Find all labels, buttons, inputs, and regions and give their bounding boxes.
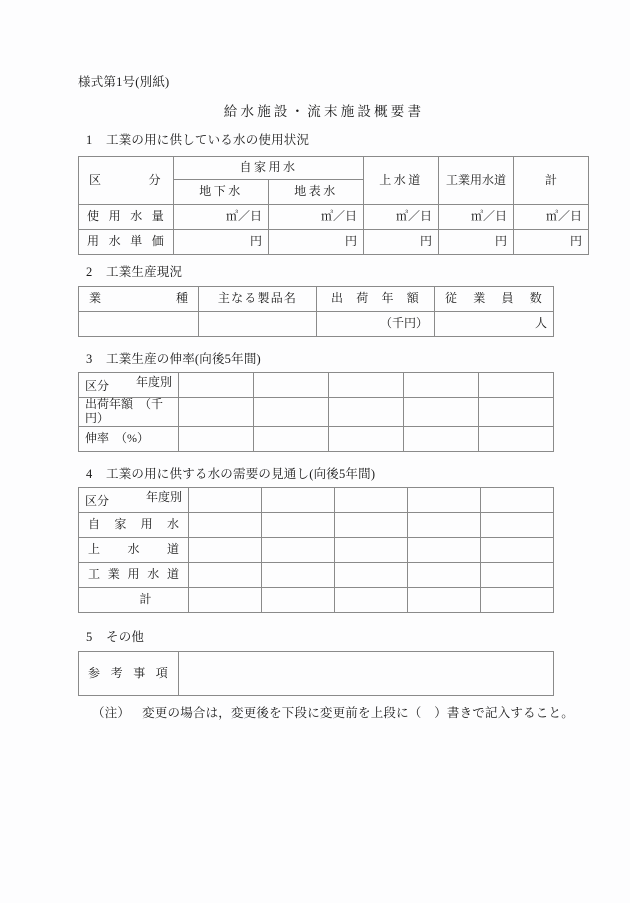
table-row	[79, 312, 554, 337]
cell-price-waterworks[interactable]: 円	[364, 230, 439, 255]
table-water-demand-forecast	[78, 487, 554, 613]
cell-own-water-y4[interactable]	[408, 513, 481, 538]
header-surface-water: 地表水	[269, 180, 364, 205]
cell-usage-groundwater[interactable]: ㎥／日	[174, 205, 269, 230]
axis-label-category: 区分	[85, 494, 110, 509]
table-remarks	[78, 651, 554, 696]
header-main-product: 主なる製品名	[199, 287, 317, 312]
row-label-industrial-water: 工業用水道	[79, 563, 189, 588]
cell-shipment-y4[interactable]	[404, 398, 479, 427]
header-employee-count: 従業員数	[435, 287, 554, 312]
header-year-2[interactable]	[254, 373, 329, 398]
header-own-water: 自家用水	[174, 157, 364, 180]
table-row	[79, 488, 554, 513]
section-number-3: 3	[86, 352, 93, 366]
cell-usage-total[interactable]: ㎥／日	[514, 205, 589, 230]
section-number-5: 5	[86, 630, 93, 644]
section-title-5: その他	[106, 630, 145, 644]
cell-remarks-value[interactable]	[179, 652, 554, 696]
footnote-label: （注）	[92, 706, 131, 720]
cell-total-y4[interactable]	[408, 588, 481, 613]
axis-label-fiscal-year: 年度別	[145, 490, 182, 504]
header-category: 区分	[79, 157, 174, 205]
table-row	[79, 588, 554, 613]
cell-industrial-y3[interactable]	[335, 563, 408, 588]
header-year-5[interactable]	[481, 488, 554, 513]
table-row	[79, 157, 589, 180]
header-year-4[interactable]	[408, 488, 481, 513]
header-waterworks: 上水道	[364, 157, 439, 205]
table-row	[79, 230, 589, 255]
cell-shipment-y2[interactable]	[254, 398, 329, 427]
section-number-2: 2	[86, 265, 93, 279]
axis-label-category: 区分	[85, 379, 110, 394]
cell-price-groundwater[interactable]: 円	[174, 230, 269, 255]
cell-industrial-y1[interactable]	[189, 563, 262, 588]
cell-own-water-y5[interactable]	[481, 513, 554, 538]
cell-annual-shipment[interactable]: （千円）	[317, 312, 435, 337]
section-heading-2	[86, 262, 182, 280]
document-title: 給水施設・流末施設概要書	[223, 104, 425, 119]
row-label-unit-price: 用水単価	[79, 230, 174, 255]
cell-total-y3[interactable]	[335, 588, 408, 613]
section-title-2: 工業生産現況	[106, 265, 183, 279]
header-remarks-label: 参考事項	[79, 652, 179, 696]
row-label-own-water: 自家用水	[79, 513, 189, 538]
cell-main-product[interactable]	[199, 312, 317, 337]
section-title-4: 工業の用に供する水の需要の見通し(向後5年間)	[106, 467, 376, 481]
section-title-1: 工業の用に供している水の使用状況	[106, 133, 310, 147]
header-year-1[interactable]	[179, 373, 254, 398]
axis-label-fiscal-year: 年度別	[135, 375, 172, 389]
section-heading-4	[86, 464, 375, 482]
row-label-annual-shipment: 出荷年額 （千円）	[79, 398, 179, 427]
cell-price-surface[interactable]: 円	[269, 230, 364, 255]
section-heading-1	[86, 130, 309, 148]
header-annual-shipment: 出荷年額	[317, 287, 435, 312]
header-year-3[interactable]	[335, 488, 408, 513]
cell-shipment-y3[interactable]	[329, 398, 404, 427]
cell-employee-count[interactable]: 人	[435, 312, 554, 337]
cell-waterworks-y3[interactable]	[335, 538, 408, 563]
header-industry-type: 業種	[79, 287, 199, 312]
cell-waterworks-y5[interactable]	[481, 538, 554, 563]
header-industrial-water: 工業用水道	[439, 157, 514, 205]
table-water-usage	[78, 156, 589, 255]
table-row	[79, 538, 554, 563]
cell-total-y1[interactable]	[189, 588, 262, 613]
cell-growth-y2[interactable]	[254, 426, 329, 451]
section-title-3: 工業生産の伸率(向後5年間)	[106, 352, 261, 366]
cell-usage-industrial[interactable]: ㎥／日	[439, 205, 514, 230]
footnote-text: 変更の場合は，変更後を下段に変更前を上段に（ ）書きで記入すること。	[142, 706, 574, 720]
cell-growth-y1[interactable]	[179, 426, 254, 451]
cell-own-water-y1[interactable]	[189, 513, 262, 538]
row-label-growth-rate: 伸率 （%）	[79, 426, 179, 451]
cell-total-y5[interactable]	[481, 588, 554, 613]
header-year-5[interactable]	[479, 373, 554, 398]
header-year-2[interactable]	[262, 488, 335, 513]
cell-growth-y4[interactable]	[404, 426, 479, 451]
table-row	[79, 426, 554, 451]
cell-industrial-y5[interactable]	[481, 563, 554, 588]
cell-price-total[interactable]: 円	[514, 230, 589, 255]
form-number: 様式第1号(別紙)	[78, 75, 170, 89]
section-heading-5	[86, 627, 144, 645]
row-label-usage-volume: 使用水量	[79, 205, 174, 230]
cell-shipment-y1[interactable]	[179, 398, 254, 427]
cell-waterworks-y1[interactable]	[189, 538, 262, 563]
cell-waterworks-y4[interactable]	[408, 538, 481, 563]
table-row	[79, 513, 554, 538]
table-row	[79, 398, 554, 427]
header-year-4[interactable]	[404, 373, 479, 398]
row-label-total: 計	[79, 588, 189, 613]
cell-usage-surface[interactable]: ㎥／日	[269, 205, 364, 230]
section-number-1: 1	[86, 133, 93, 147]
header-total: 計	[514, 157, 589, 205]
cell-price-industrial[interactable]: 円	[439, 230, 514, 255]
cell-usage-waterworks[interactable]: ㎥／日	[364, 205, 439, 230]
section-number-4: 4	[86, 467, 93, 481]
table-row	[79, 563, 554, 588]
cell-shipment-y5[interactable]	[479, 398, 554, 427]
table-row	[79, 205, 589, 230]
header-year-1[interactable]	[189, 488, 262, 513]
header-year-3[interactable]	[329, 373, 404, 398]
section-heading-3	[86, 349, 261, 367]
table-row	[79, 287, 554, 312]
footnote	[92, 703, 574, 721]
cell-industry-type[interactable]	[79, 312, 199, 337]
cell-industrial-y4[interactable]	[408, 563, 481, 588]
table-row	[79, 652, 554, 696]
table-production-growth	[78, 372, 554, 452]
header-groundwater: 地下水	[174, 180, 269, 205]
cell-industrial-y2[interactable]	[262, 563, 335, 588]
table-production-status	[78, 286, 554, 337]
cell-own-water-y3[interactable]	[335, 513, 408, 538]
row-label-waterworks: 上水道	[79, 538, 189, 563]
cell-growth-y3[interactable]	[329, 426, 404, 451]
header-axis-cell	[79, 373, 179, 398]
header-axis-cell	[79, 488, 189, 513]
table-row	[79, 373, 554, 398]
cell-total-y2[interactable]	[262, 588, 335, 613]
cell-growth-y5[interactable]	[479, 426, 554, 451]
cell-own-water-y2[interactable]	[262, 513, 335, 538]
cell-waterworks-y2[interactable]	[262, 538, 335, 563]
